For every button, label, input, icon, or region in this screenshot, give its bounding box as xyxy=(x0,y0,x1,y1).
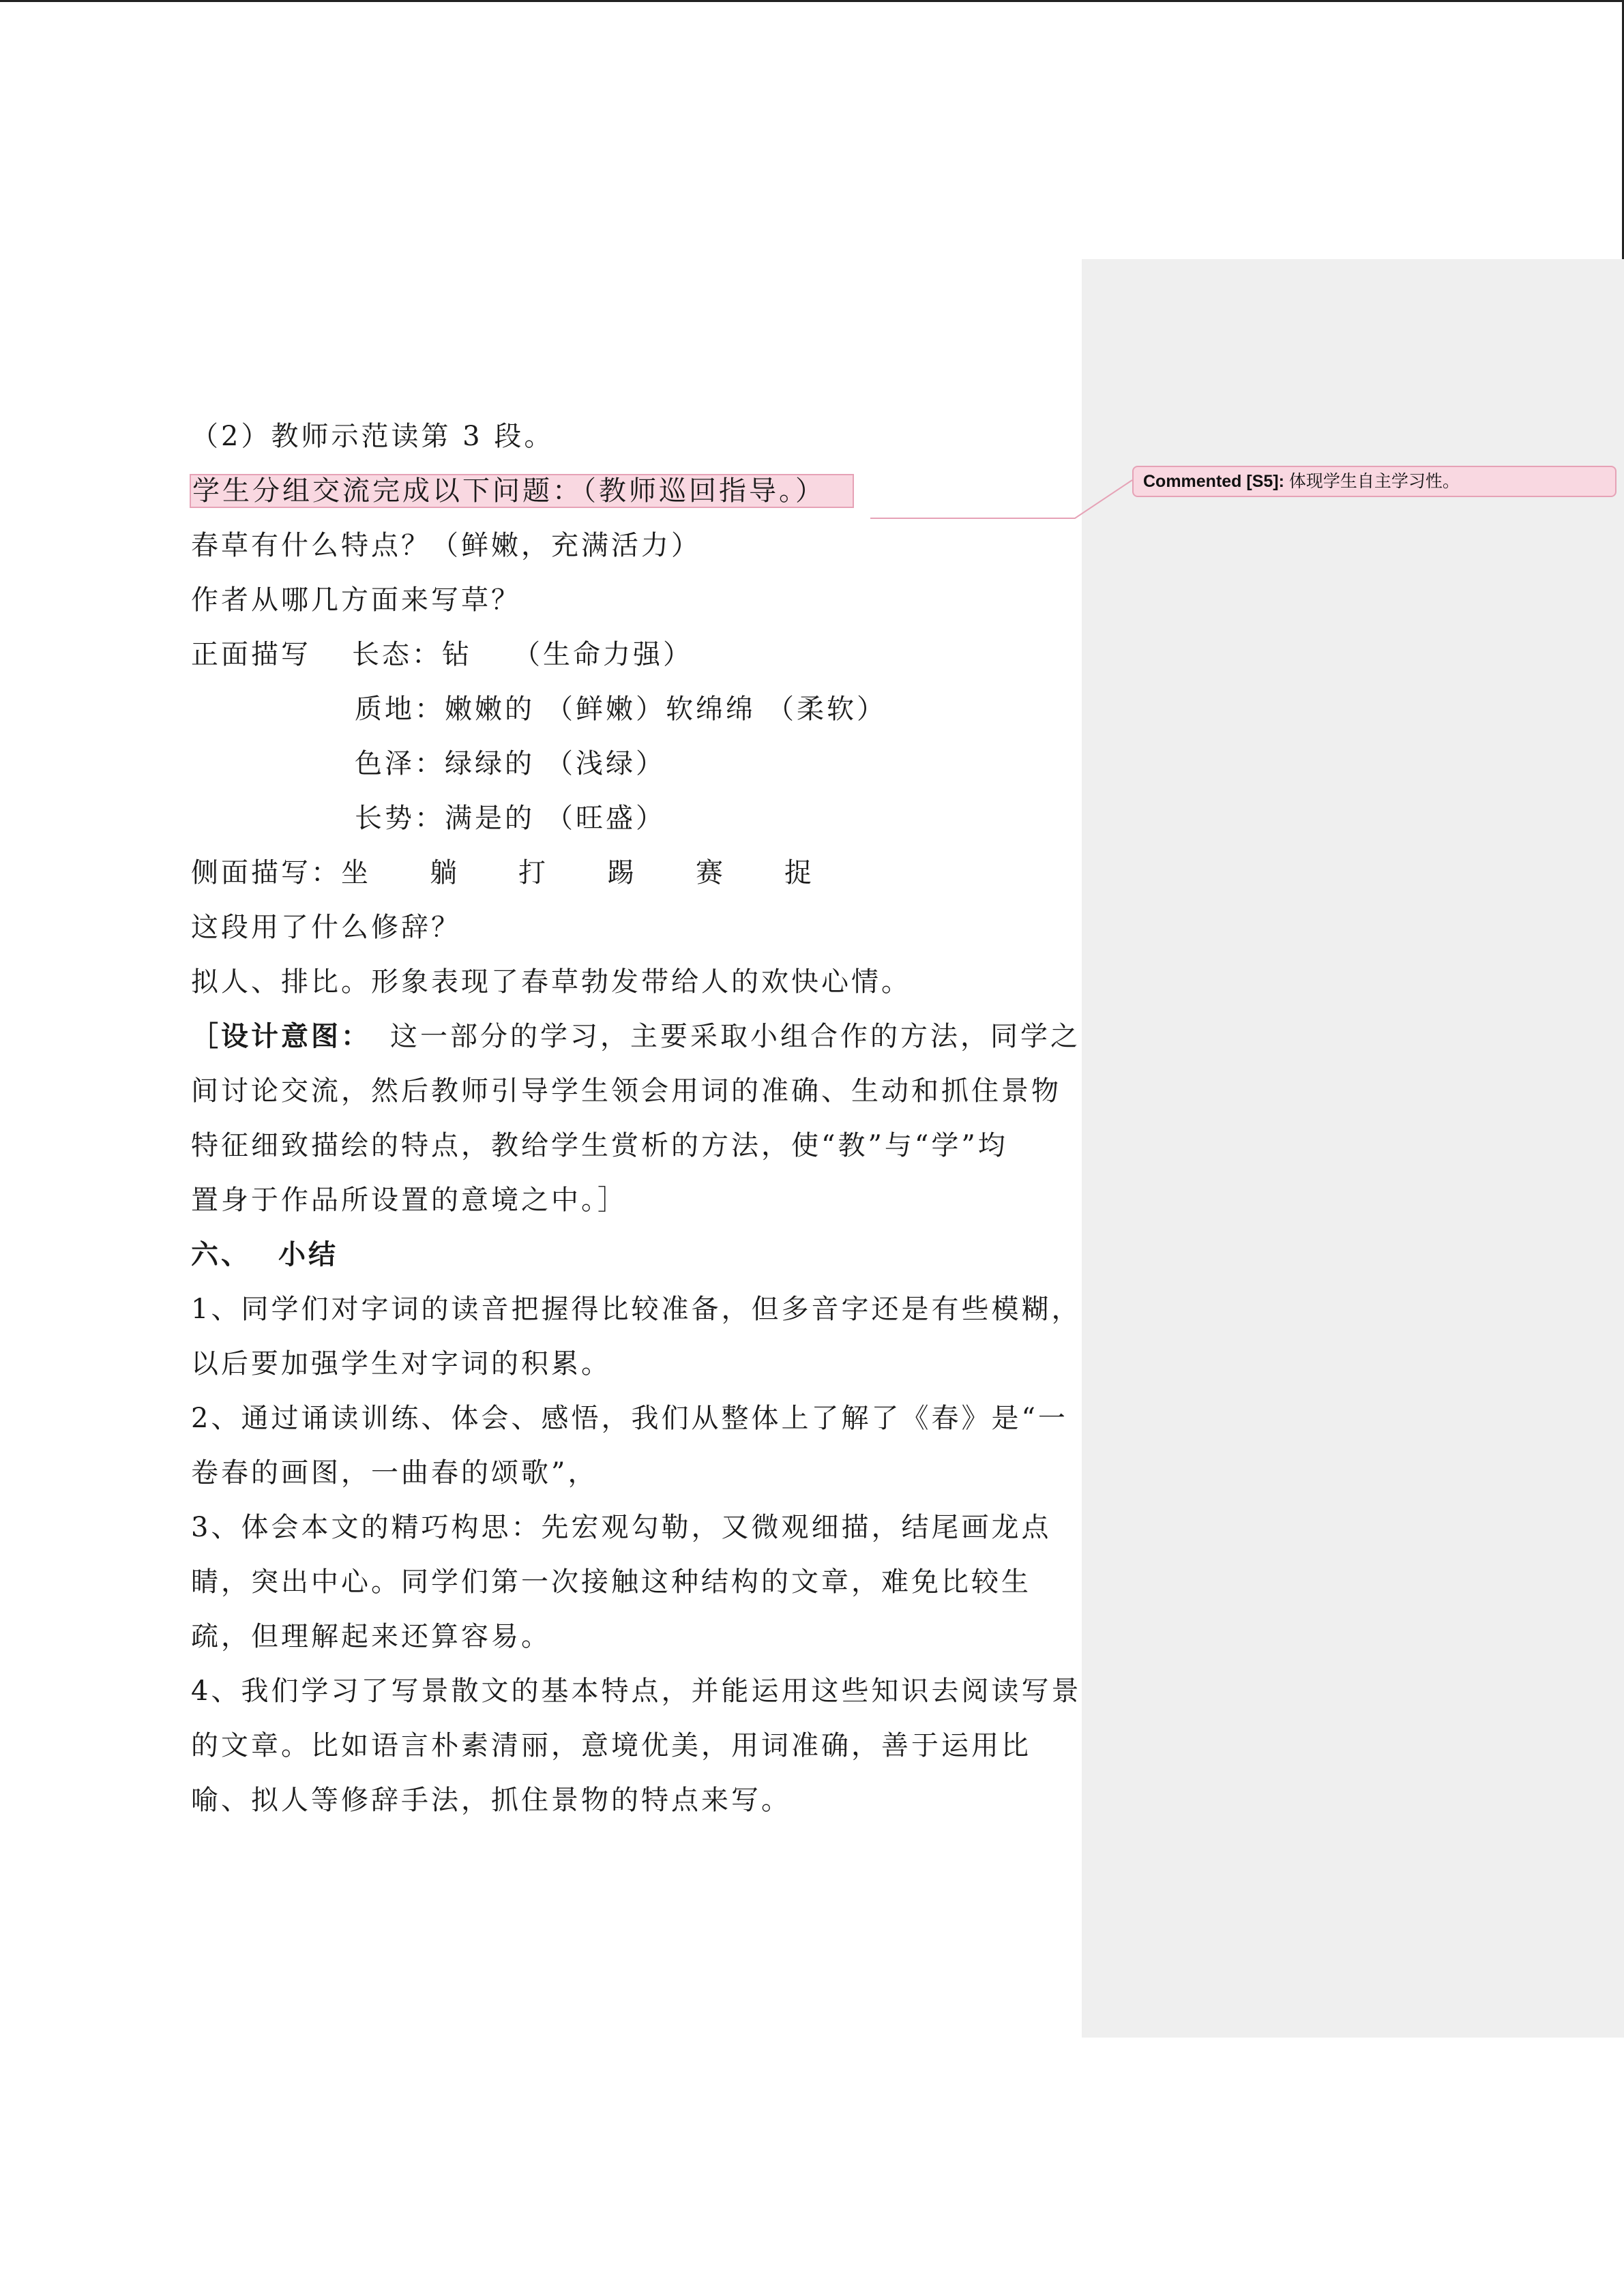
paragraph: 这段用了什么修辞？ xyxy=(191,912,461,943)
text-run: 侧面描写： xyxy=(191,857,341,889)
paragraph xyxy=(355,745,666,783)
comment-label: Commented [S5]: xyxy=(1143,472,1284,491)
paragraph: 拟人、排比。形象表现了春草勃发带给人的欢快心情。 xyxy=(191,966,911,998)
text-run: （柔软） xyxy=(767,694,887,725)
paragraph: 2、通过诵读训练、体会、感悟，我们从整体上了解了《春》是“一 xyxy=(191,1403,1068,1434)
paragraph: 疏，但理解起来还算容易。 xyxy=(191,1621,551,1652)
text-run: 色泽：绿绿的 xyxy=(355,748,535,779)
text-run: （生命力强） xyxy=(513,639,693,670)
paragraph: 睛，突出中心。同学们第一次接触这种结构的文章，难免比较生 xyxy=(191,1566,1031,1598)
paragraph-commented xyxy=(191,472,854,510)
paragraph: 春草有什么特点？（鲜嫩，充满活力） xyxy=(191,530,701,561)
paragraph: 作者从哪几方面来写草？ xyxy=(191,584,521,616)
paragraph xyxy=(355,690,887,728)
paragraph: 置身于作品所设置的意境之中。］ xyxy=(191,1184,628,1216)
text-run: 正面描写 xyxy=(191,639,311,670)
paragraph: 喻、拟人等修辞手法，抓住景物的特点来写。 xyxy=(191,1785,791,1816)
text-run: （鲜嫩）软绵绵 xyxy=(546,694,756,725)
section-heading xyxy=(191,1236,338,1274)
paragraph: 间讨论交流，然后教师引导学生领会用词的准确、生动和抓住景物 xyxy=(191,1075,1061,1107)
text-run: 长态：钻 xyxy=(352,639,472,670)
text-run: （旺盛） xyxy=(546,803,666,834)
paragraph xyxy=(191,636,693,674)
paragraph xyxy=(355,799,666,837)
text-run: 坐 xyxy=(341,857,371,889)
text-run: 踢 xyxy=(607,857,637,889)
text-run: 质地：嫩嫩的 xyxy=(355,694,535,725)
comment-balloon[interactable] xyxy=(1132,466,1616,497)
paragraph: 1、同学们对字词的读音把握得比较准备，但多音字还是有些模糊， xyxy=(191,1294,1082,1325)
paragraph: 3、体会本文的精巧构思：先宏观勾勒，又微观细描，结尾画龙点 xyxy=(191,1512,1052,1543)
text-run: 捉 xyxy=(784,857,814,889)
paragraph: （2）教师示范读第 3 段。 xyxy=(191,421,555,452)
paragraph xyxy=(191,854,814,892)
commented-text-highlight[interactable]: 学生分组交流完成以下问题：（教师巡回指导。） xyxy=(190,474,854,508)
text-run: 这一部分的学习，主要采取小组合作的方法，同学之 xyxy=(390,1021,1080,1052)
comment-text: 体现学生自主学习性。 xyxy=(1288,472,1460,491)
text-run: 躺 xyxy=(430,857,460,889)
paragraph: 卷春的画图，一曲春的颂歌”， xyxy=(191,1457,598,1489)
paragraph: 4、我们学习了写景散文的基本特点，并能运用这些知识去阅读写景 xyxy=(191,1675,1082,1707)
paragraph: 特征细致描绘的特点，教给学生赏析的方法，使“教”与“学”均 xyxy=(191,1130,1008,1161)
paragraph: 以后要加强学生对字词的积累。 xyxy=(191,1348,611,1380)
text-run: （浅绿） xyxy=(546,748,666,779)
paragraph: 的文章。比如语言朴素清丽，意境优美，用词准确，善于运用比 xyxy=(191,1730,1031,1761)
heading-title: 小结 xyxy=(278,1238,338,1270)
text-run: 打 xyxy=(518,857,548,889)
paragraph xyxy=(191,1017,1080,1056)
text-run: 赛 xyxy=(696,857,726,889)
design-intent-label: ［设计意图： xyxy=(191,1020,371,1052)
text-run: 长势：满是的 xyxy=(355,803,535,834)
heading-number: 六、 xyxy=(191,1238,251,1270)
